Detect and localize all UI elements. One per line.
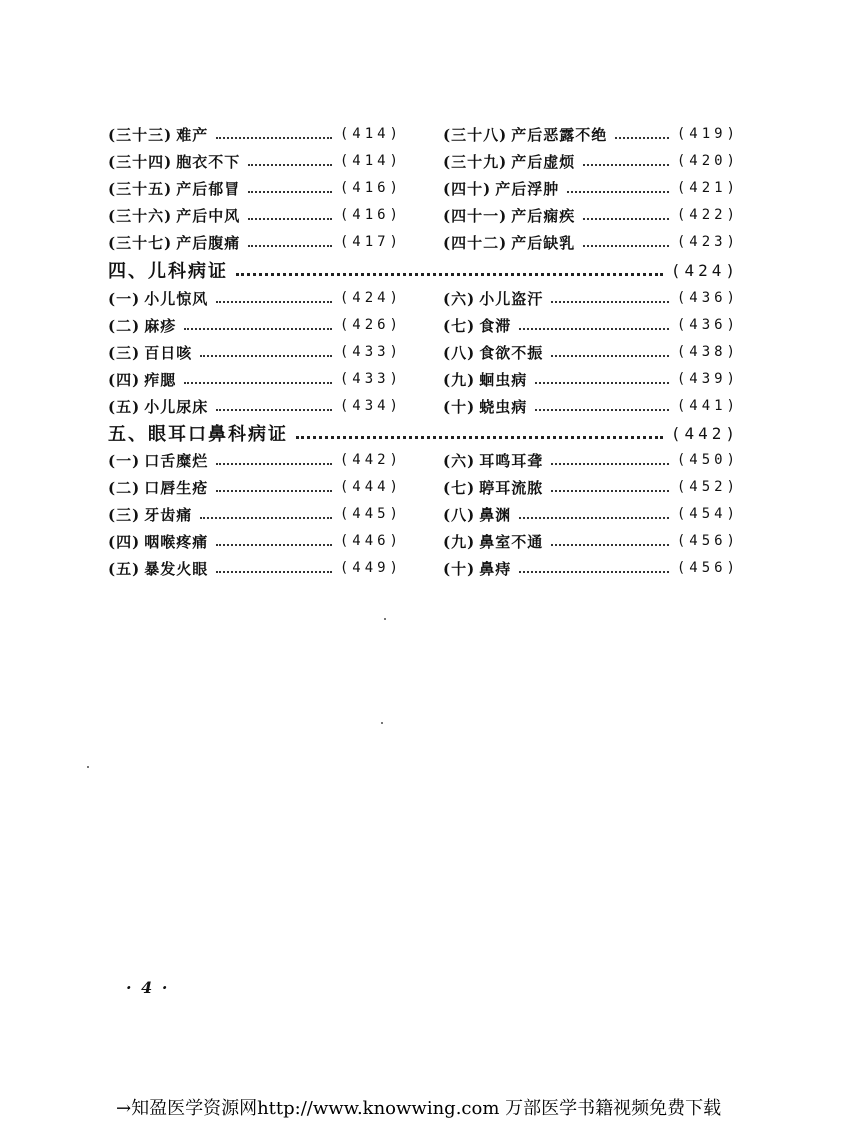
toc-entry-index: (三十三) <box>108 125 173 144</box>
toc-entry-index: (一) <box>108 451 141 470</box>
toc-entry <box>443 285 739 311</box>
toc-entry-index: (二) <box>108 478 141 497</box>
toc-entry-index: (四) <box>108 532 141 551</box>
toc-entry-title: 产后浮肿 <box>495 179 560 198</box>
toc-entry-index: (一) <box>108 289 141 308</box>
leader-dots <box>216 137 332 139</box>
leader-dots <box>248 191 332 193</box>
toc-entry-index: (三十五) <box>108 179 173 198</box>
toc-entry-page: (417) <box>339 234 402 250</box>
toc-entry-title: 小儿盗汗 <box>479 289 544 308</box>
toc-entry-page: (439) <box>676 371 739 387</box>
toc-entry-index: (七) <box>443 478 476 497</box>
toc-entry-title: 痄腮 <box>144 370 177 389</box>
toc-entry-index: (八) <box>443 505 476 524</box>
toc-entry-index: (六) <box>443 289 476 308</box>
toc-entry <box>108 229 402 255</box>
toc-entry <box>108 312 402 338</box>
toc-entry-index: (四十) <box>443 179 492 198</box>
toc-entry-page: (434) <box>339 398 402 414</box>
leader-dots <box>535 382 669 384</box>
toc-entry-page: (444) <box>339 479 402 495</box>
toc-entry-page: (452) <box>676 479 739 495</box>
leader-dots <box>216 463 332 465</box>
toc-entry-index: (七) <box>443 316 476 335</box>
leader-dots <box>236 273 663 276</box>
leader-dots <box>248 218 332 220</box>
toc-entry-title: 鼻渊 <box>479 505 512 524</box>
leader-dots <box>551 301 669 303</box>
toc-entry-page: (416) <box>339 180 402 196</box>
page-number: · 4 · <box>126 978 170 997</box>
toc-entry-title: 口唇生疮 <box>144 478 209 497</box>
toc-entry-title: 聤耳流脓 <box>479 478 544 497</box>
leader-dots <box>519 517 669 519</box>
toc-entry <box>443 501 739 527</box>
toc-entry-page: (450) <box>676 452 739 468</box>
toc-entry-index: (三十七) <box>108 233 173 252</box>
toc-entry-title: 麻疹 <box>144 316 177 335</box>
leader-dots <box>296 436 663 439</box>
section-heading-page: (424) <box>670 260 739 280</box>
leader-dots <box>216 490 332 492</box>
toc-entry-page: (454) <box>676 506 739 522</box>
toc-entry <box>443 528 739 554</box>
toc-entry-title: 百日咳 <box>144 343 193 362</box>
toc-entry-title: 小儿惊风 <box>144 289 209 308</box>
toc-entry <box>108 474 402 500</box>
toc-entry-index: (四十一) <box>443 206 508 225</box>
leader-dots <box>184 328 332 330</box>
toc-entry-page: (442) <box>339 452 402 468</box>
toc-entry-page: (433) <box>339 371 402 387</box>
toc-entry-page: (423) <box>676 234 739 250</box>
leader-dots <box>583 164 669 166</box>
leader-dots <box>184 382 332 384</box>
toc-entry-title: 产后恶露不绝 <box>511 125 608 144</box>
toc-entry <box>443 202 739 228</box>
toc-entry-index: (三十八) <box>443 125 508 144</box>
leader-dots <box>583 218 669 220</box>
toc-entry-title: 食欲不振 <box>479 343 544 362</box>
toc-entry-page: (433) <box>339 344 402 360</box>
leader-dots <box>216 409 332 411</box>
toc-entry-page: (456) <box>676 533 739 549</box>
toc-entry-page: (445) <box>339 506 402 522</box>
toc-entry-page: (414) <box>339 153 402 169</box>
toc-entry-index: (二) <box>108 316 141 335</box>
toc-entry <box>108 447 402 473</box>
scan-speck <box>87 766 89 768</box>
toc-entry <box>108 501 402 527</box>
toc-entry-page: (419) <box>676 126 739 142</box>
section-heading-page: (442) <box>670 423 739 443</box>
toc-entry-title: 产后中风 <box>176 206 241 225</box>
section-heading-title: 四、儿科病证 <box>108 261 228 282</box>
toc-entry-page: (438) <box>676 344 739 360</box>
leader-dots <box>551 544 669 546</box>
toc-entry <box>443 312 739 338</box>
toc-entry-page: (441) <box>676 398 739 414</box>
toc-entry-title: 产后痫疾 <box>511 206 576 225</box>
toc-entry <box>108 393 402 419</box>
toc-entry-index: (十) <box>443 559 476 578</box>
toc-entry-page: (449) <box>339 560 402 576</box>
scan-speck <box>384 618 386 620</box>
leader-dots <box>519 328 669 330</box>
section-heading-pediatrics <box>108 255 739 285</box>
toc-entry-title: 鼻室不通 <box>479 532 544 551</box>
toc-entry-index: (九) <box>443 532 476 551</box>
leader-dots <box>216 571 332 573</box>
toc-entry-page: (426) <box>339 317 402 333</box>
toc-entry-page: (421) <box>676 180 739 196</box>
toc-entry <box>108 202 402 228</box>
leader-dots <box>583 245 669 247</box>
toc-entry <box>443 366 739 392</box>
footer-watermark: →知盈医学资源网http://www.knowwing.com 万部医学书籍视频免费下载 <box>116 1098 722 1119</box>
toc-entry-index: (三) <box>108 343 141 362</box>
toc-entry-title: 咽喉疼痛 <box>144 532 209 551</box>
section-heading-title: 五、眼耳口鼻科病证 <box>108 424 288 445</box>
toc-entry-page: (420) <box>676 153 739 169</box>
leader-dots <box>248 245 332 247</box>
toc-entry-title: 食滞 <box>479 316 512 335</box>
leader-dots <box>519 571 669 573</box>
leader-dots <box>615 137 669 139</box>
toc-entry <box>443 393 739 419</box>
toc-entry-title: 胞衣不下 <box>176 152 241 171</box>
leader-dots <box>551 490 669 492</box>
toc-entry <box>443 121 739 147</box>
toc-entry-page: (456) <box>676 560 739 576</box>
toc-entry <box>443 229 739 255</box>
toc-entry <box>443 175 739 201</box>
toc-entry <box>443 339 739 365</box>
toc-entry-title: 鼻痔 <box>479 559 512 578</box>
toc-entry <box>108 121 402 147</box>
toc-entry-title: 口舌糜烂 <box>144 451 209 470</box>
toc-entry-page: (446) <box>339 533 402 549</box>
toc-entry <box>443 555 739 581</box>
toc-entry-title: 难产 <box>176 125 209 144</box>
toc-entry-title: 蛲虫病 <box>479 397 528 416</box>
toc-entry-index: (三十九) <box>443 152 508 171</box>
toc-entry-index: (三) <box>108 505 141 524</box>
toc-entry-page: (436) <box>676 317 739 333</box>
toc-entry-title: 产后虚烦 <box>511 152 576 171</box>
toc-entry-title: 产后郁冒 <box>176 179 241 198</box>
toc-entry-page: (422) <box>676 207 739 223</box>
toc-entry-index: (十) <box>443 397 476 416</box>
leader-dots <box>551 355 669 357</box>
toc-entry-page: (414) <box>339 126 402 142</box>
scan-speck <box>381 722 383 724</box>
toc-entry-title: 牙齿痛 <box>144 505 193 524</box>
toc-entry-page: (416) <box>339 207 402 223</box>
toc-entry-title: 耳鸣耳聋 <box>479 451 544 470</box>
toc-entry-index: (八) <box>443 343 476 362</box>
leader-dots <box>216 301 332 303</box>
toc-entry <box>108 148 402 174</box>
toc-entry-title: 蛔虫病 <box>479 370 528 389</box>
toc-entry <box>108 555 402 581</box>
toc-entry-index: (三十六) <box>108 206 173 225</box>
toc-entry-index: (五) <box>108 559 141 578</box>
toc-entry <box>443 447 739 473</box>
leader-dots <box>535 409 669 411</box>
leader-dots <box>216 544 332 546</box>
toc-entry-page: (436) <box>676 290 739 306</box>
toc-entry <box>108 366 402 392</box>
toc-entry-index: (四十二) <box>443 233 508 252</box>
toc-entry-title: 产后腹痛 <box>176 233 241 252</box>
toc-entry <box>108 528 402 554</box>
leader-dots <box>551 463 669 465</box>
toc-entry-title: 产后缺乳 <box>511 233 576 252</box>
toc-entry-index: (四) <box>108 370 141 389</box>
leader-dots <box>567 191 669 193</box>
section-heading-ent <box>108 418 739 448</box>
toc-entry <box>108 175 402 201</box>
toc-entry <box>443 148 739 174</box>
toc-entry-page: (424) <box>339 290 402 306</box>
toc-entry <box>108 339 402 365</box>
leader-dots <box>200 517 332 519</box>
toc-entry-title: 小儿尿床 <box>144 397 209 416</box>
toc-entry-title: 暴发火眼 <box>144 559 209 578</box>
toc-entry <box>108 285 402 311</box>
toc-entry <box>443 474 739 500</box>
toc-entry-index: (三十四) <box>108 152 173 171</box>
toc-entry-index: (九) <box>443 370 476 389</box>
leader-dots <box>200 355 332 357</box>
toc-entry-index: (五) <box>108 397 141 416</box>
leader-dots <box>248 164 332 166</box>
toc-entry-index: (六) <box>443 451 476 470</box>
